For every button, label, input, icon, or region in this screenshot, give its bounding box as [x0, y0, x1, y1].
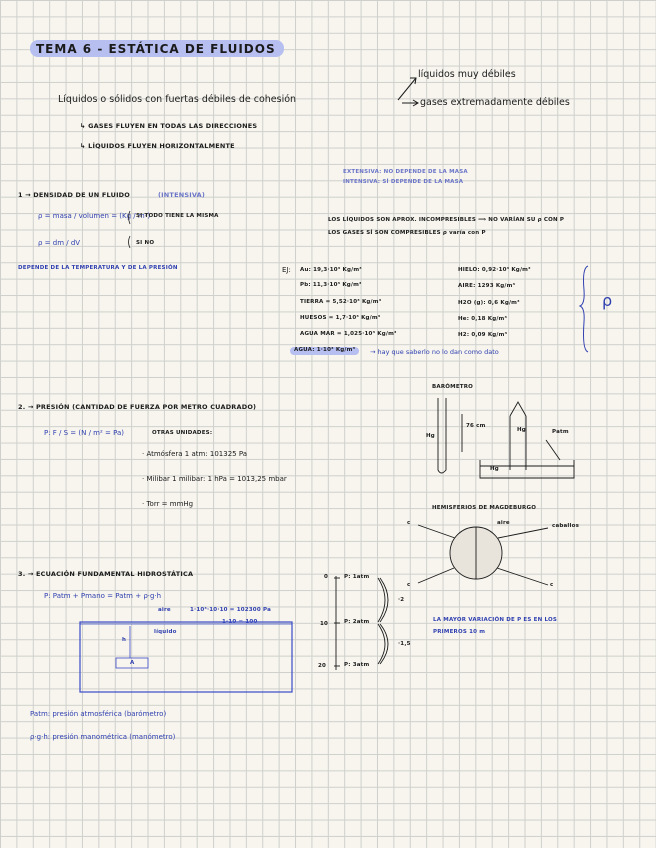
- tank-outline: [80, 619, 292, 692]
- barometer-title: BARÓMETRO: [432, 384, 474, 390]
- examples-label: EJ:: [282, 266, 291, 274]
- tank-area-box: [116, 658, 148, 668]
- patm-arrow: [546, 440, 560, 460]
- density-note-2: SI NO: [136, 240, 155, 246]
- section3-heading: 3. → ECUACIÓN FUNDAMENTAL HIDROSTÁTICA: [18, 570, 194, 578]
- unit-item: · Torr = mmHg: [142, 500, 194, 508]
- hemispheres-c-label: c: [407, 582, 411, 588]
- example-item: AIRE: 1293 Kg/m³: [458, 283, 516, 289]
- pressure-ratio-15: ·1,5: [398, 641, 411, 647]
- pressure-at-depth: P: 1atm: [344, 574, 370, 580]
- arrow-up: [398, 78, 416, 100]
- depth-label: 0: [324, 574, 329, 580]
- patm-definition: Patm: presión atmosférica (barómetro): [30, 710, 167, 718]
- example-item: He: 0,18 Kg/m³: [458, 316, 508, 322]
- hydrostatic-formula: P: Patm + Pmano = Patm + ρ·g·h: [44, 592, 162, 600]
- example-item: H2O (g): 0,6 Kg/m³: [458, 300, 520, 306]
- hemisphere-rope: [418, 525, 455, 538]
- branch-arrows: [398, 78, 418, 106]
- variation-note-1: LA MAYOR VARIACIÓN DE P ES EN LOS: [433, 617, 558, 623]
- density-brackets: [129, 211, 131, 248]
- section1-heading-note: (INTENSIVA): [158, 191, 206, 199]
- hemispheres-drawing: [418, 525, 548, 585]
- example-item: AGUA MAR = 1,025·10³ Kg/m³: [300, 331, 397, 337]
- page-title: TEMA 6 - ESTÁTICA DE FLUIDOS: [30, 40, 284, 57]
- compressibility-gases: LOS GASES SÍ SON COMPRESIBLES ρ varía con P: [328, 230, 486, 236]
- variation-note-2: PRIMEROS 10 m: [433, 629, 486, 635]
- pressure-at-depth: P: 3atm: [344, 662, 370, 668]
- density-brace: [580, 266, 588, 352]
- tank-calc-2: 1·10 = 100: [222, 619, 258, 625]
- tank-air-label: aire: [158, 607, 171, 613]
- hemisphere-rope: [498, 528, 548, 538]
- barometer-basin-label: Hg: [490, 466, 499, 472]
- barometer-height-label: 76 cm: [466, 423, 486, 429]
- barometer-patm-label: Patm: [552, 429, 569, 435]
- depth-scale: [334, 576, 388, 670]
- tank-liquid-label: líquido: [154, 629, 177, 635]
- intro-main: Líquidos o sólidos con fuertas débiles de cohesión: [58, 94, 297, 105]
- density-formula-1: ρ = masa / volumen = (Kg / m³): [38, 212, 151, 220]
- barometer-tube-top: [510, 402, 526, 416]
- barometer-hg-label: Hg: [426, 433, 435, 439]
- barometer-tube-left: [438, 398, 446, 473]
- example-item: HUESOS = 1,7·10³ Kg/m³: [300, 315, 381, 321]
- pressure-at-depth: P: 2atm: [344, 619, 370, 625]
- hemispheres-air-label: aire: [497, 520, 510, 526]
- barometer-drawing: [438, 398, 574, 478]
- section1-heading: 1 → DENSIDAD DE UN FLUIDO: [18, 191, 131, 199]
- depth-label: 20: [318, 663, 327, 669]
- density-depends: DEPENDE DE LA TEMPERATURA Y DE LA PRESIÓN: [18, 265, 178, 271]
- example-item: Pb: 11,3·10³ Kg/m³: [300, 282, 362, 288]
- intensiva-note: INTENSIVA: SÍ DEPENDE DE LA MASA: [343, 179, 464, 185]
- barometer-tube-right: [510, 416, 526, 470]
- tank-drawing: [80, 619, 292, 692]
- tank-calc-1: 1·10³·10·10 = 102300 Pa: [190, 607, 271, 613]
- example-item: TIERRA = 5,52·10³ Kg/m³: [300, 299, 382, 305]
- tank-h-label: h: [122, 637, 127, 643]
- hemispheres-c-label: c: [550, 582, 554, 588]
- depth-label: 10: [320, 621, 329, 627]
- section2-heading: 2. → PRESIÓN (CANTIDAD DE FUERZA POR METRO CUADRADO): [18, 403, 257, 411]
- hemispheres-title: HEMISFERIOS DE MAGDEBURGO: [432, 505, 537, 511]
- unit-item: · Atmósfera 1 atm: 101325 Pa: [142, 450, 248, 458]
- pressure-formula: P: F / S = (N / m² = Pa): [44, 429, 125, 437]
- example-item: H2: 0,09 Kg/m³: [458, 332, 508, 338]
- extensiva-note: EXTENSIVA: NO DEPENDE DE LA MASA: [343, 169, 468, 175]
- other-units-label: OTRAS UNIDADES:: [152, 430, 213, 436]
- example-item: Au: 19,3·10³ Kg/m³: [300, 267, 362, 273]
- density-brace-label: ρ: [602, 291, 613, 310]
- water-density-note: → hay que saberlo no lo dan como dato: [370, 348, 499, 356]
- water-density: AGUA: 1·10³ Kg/m³: [290, 347, 359, 355]
- hemisphere-rope: [418, 568, 454, 583]
- example-item: HIELO: 0,92·10³ Kg/m³: [458, 267, 531, 273]
- compressibility-liquids: LOS LÍQUIDOS SON APROX. INCOMPRESIBLES ⟹ NO VARÍAN SU ρ CON P: [328, 217, 565, 223]
- barometer-hg-tube-label: Hg: [517, 427, 526, 433]
- hemispheres-c-label: c: [407, 520, 411, 526]
- intro-gases: ↳ GASES FLUYEN EN TODAS LAS DIRECCIONES: [80, 122, 258, 130]
- intro-branch-top: líquidos muy débiles: [418, 69, 516, 80]
- density-note-1: SI TODO TIENE LA MISMA: [136, 213, 219, 219]
- intro-branch-bottom: gases extremadamente débiles: [420, 97, 570, 108]
- hemispheres-horses-label: caballos: [552, 523, 580, 529]
- barometer-basin: [480, 460, 574, 478]
- unit-item: · Milibar 1 milibar: 1 hPa = 1013,25 mbar: [142, 475, 287, 483]
- intro-liquids: ↳ LÍQUIDOS FLUYEN HORIZONTALMENTE: [80, 142, 235, 150]
- pgh-definition: ρ·g·h: presión manométrica (manómetro): [30, 733, 176, 741]
- pressure-ratio-2: ·2: [398, 597, 405, 603]
- tank-box-label: A: [130, 660, 135, 666]
- hemisphere-rope: [497, 568, 548, 585]
- density-formula-2: ρ = dm / dV: [38, 239, 81, 247]
